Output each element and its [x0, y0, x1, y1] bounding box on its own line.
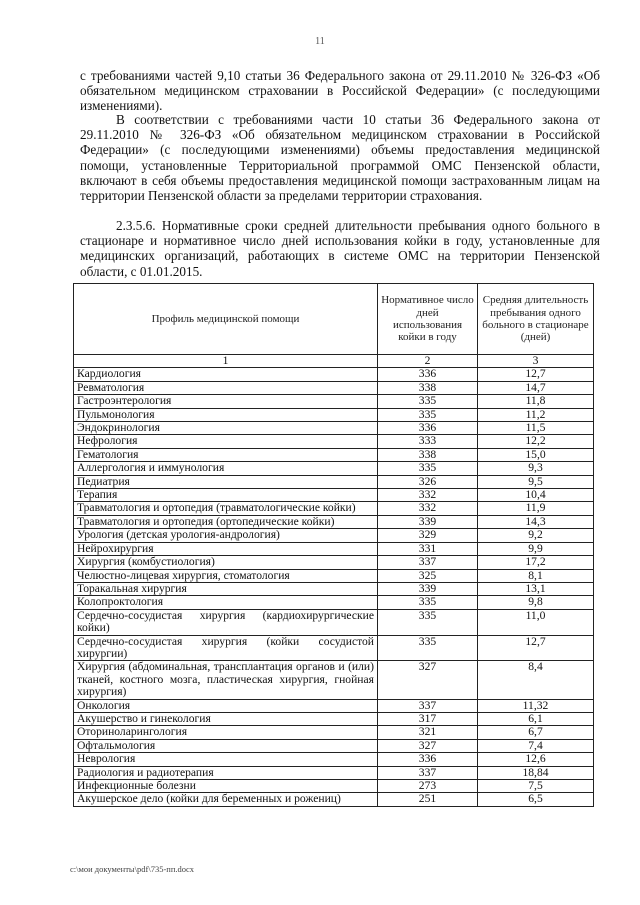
row-bed-days: 337 — [378, 699, 478, 712]
row-avg-stay: 17,2 — [478, 556, 594, 569]
table-row — [74, 596, 594, 609]
table-row — [74, 408, 594, 421]
norms-table — [73, 283, 594, 807]
row-avg-stay: 12,7 — [478, 635, 594, 661]
row-profile: Онкология — [74, 699, 378, 712]
row-bed-days: 327 — [378, 661, 478, 699]
table-header-row — [74, 284, 594, 355]
paragraph-1: с требованиями частей 9,10 статьи 36 Федерального закона от 29.11.2010 № 326-ФЗ «Об обязательном медицинском страховании в Российской Федерации» (с последующими изменениями). — [80, 68, 600, 114]
row-bed-days: 336 — [378, 753, 478, 766]
row-avg-stay: 11,9 — [478, 502, 594, 515]
table-row — [74, 726, 594, 739]
row-profile: Оториноларингология — [74, 726, 378, 739]
row-bed-days: 335 — [378, 596, 478, 609]
table-row — [74, 793, 594, 806]
table-row — [74, 712, 594, 725]
row-avg-stay: 7,4 — [478, 739, 594, 752]
row-profile: Акушерство и гинекология — [74, 712, 378, 725]
table-row — [74, 475, 594, 488]
row-avg-stay: 12,7 — [478, 368, 594, 381]
row-avg-stay: 11,32 — [478, 699, 594, 712]
row-bed-days: 329 — [378, 529, 478, 542]
row-avg-stay: 12,2 — [478, 435, 594, 448]
table-row — [74, 502, 594, 515]
row-bed-days: 273 — [378, 780, 478, 793]
table-row — [74, 661, 594, 699]
row-profile: Травматология и ортопедия (травматологические койки) — [74, 502, 378, 515]
row-bed-days: 336 — [378, 422, 478, 435]
column-number: 3 — [478, 355, 594, 368]
row-bed-days: 332 — [378, 489, 478, 502]
row-avg-stay: 12,6 — [478, 753, 594, 766]
header-bed-days: Нормативное число дней использования койки в году — [378, 284, 478, 355]
row-avg-stay: 9,9 — [478, 542, 594, 555]
row-bed-days: 337 — [378, 766, 478, 779]
table-row — [74, 529, 594, 542]
row-avg-stay: 9,2 — [478, 529, 594, 542]
row-bed-days: 336 — [378, 368, 478, 381]
page-number: 11 — [315, 36, 325, 47]
paragraph-2: В соответствии с требованиями части 10 статьи 36 Федерального закона от 29.11.2010 № 326-ФЗ «Об обязательном медицинском страховании в Российской Федерации» (с последующими изменениями) объемы предоставления медицинской помощи, установленные Территориальной программой ОМС Пензенской области, включают в себя объемы предоставления медицинской помощи застрахованным лицам на территории Пензенской области за пределами территории страхования. — [80, 112, 600, 204]
row-bed-days: 321 — [378, 726, 478, 739]
row-profile: Радиология и радиотерапия — [74, 766, 378, 779]
table-row — [74, 739, 594, 752]
row-bed-days: 327 — [378, 739, 478, 752]
row-bed-days: 339 — [378, 582, 478, 595]
row-avg-stay: 13,1 — [478, 582, 594, 595]
table-row — [74, 368, 594, 381]
row-bed-days: 331 — [378, 542, 478, 555]
column-numbers-row — [74, 355, 594, 368]
row-profile: Нейрохирургия — [74, 542, 378, 555]
row-bed-days: 251 — [378, 793, 478, 806]
row-profile: Урология (детская урология-андрология) — [74, 529, 378, 542]
row-bed-days: 335 — [378, 462, 478, 475]
row-profile: Ревматология — [74, 381, 378, 394]
row-profile: Гематология — [74, 448, 378, 461]
table-row — [74, 462, 594, 475]
row-bed-days: 337 — [378, 556, 478, 569]
row-avg-stay: 8,4 — [478, 661, 594, 699]
table-row — [74, 381, 594, 394]
table-row — [74, 569, 594, 582]
row-bed-days: 317 — [378, 712, 478, 725]
row-avg-stay: 11,5 — [478, 422, 594, 435]
row-bed-days: 326 — [378, 475, 478, 488]
row-profile: Педиатрия — [74, 475, 378, 488]
table-row — [74, 766, 594, 779]
row-profile: Хирургия (абдоминальная, трансплантация органов и (или) тканей, костного мозга, пластическая хирургия, гнойная хирургия) — [74, 661, 378, 699]
row-avg-stay: 6,5 — [478, 793, 594, 806]
table-row — [74, 435, 594, 448]
row-bed-days: 338 — [378, 448, 478, 461]
header-avg-stay: Средняя длительность пребывания одного больного в стационаре (дней) — [478, 284, 594, 355]
table-row — [74, 753, 594, 766]
table-row — [74, 556, 594, 569]
row-avg-stay: 10,4 — [478, 489, 594, 502]
row-profile: Терапия — [74, 489, 378, 502]
table-row — [74, 582, 594, 595]
row-avg-stay: 9,3 — [478, 462, 594, 475]
table-row — [74, 489, 594, 502]
table-row — [74, 515, 594, 528]
header-profile: Профиль медицинской помощи — [74, 284, 378, 355]
row-avg-stay: 18,84 — [478, 766, 594, 779]
row-bed-days: 335 — [378, 408, 478, 421]
row-profile: Пульмонология — [74, 408, 378, 421]
row-avg-stay: 9,5 — [478, 475, 594, 488]
table-row — [74, 542, 594, 555]
row-bed-days: 333 — [378, 435, 478, 448]
column-number: 2 — [378, 355, 478, 368]
row-avg-stay: 6,7 — [478, 726, 594, 739]
row-profile: Офтальмология — [74, 739, 378, 752]
table-row — [74, 422, 594, 435]
row-avg-stay: 14,7 — [478, 381, 594, 394]
row-profile: Челюстно-лицевая хирургия, стоматология — [74, 569, 378, 582]
row-profile: Нефрология — [74, 435, 378, 448]
row-profile: Эндокринология — [74, 422, 378, 435]
row-avg-stay: 8,1 — [478, 569, 594, 582]
row-bed-days: 332 — [378, 502, 478, 515]
row-bed-days: 325 — [378, 569, 478, 582]
row-profile: Аллергология и иммунология — [74, 462, 378, 475]
row-profile: Инфекционные болезни — [74, 780, 378, 793]
row-avg-stay: 6,1 — [478, 712, 594, 725]
row-profile: Кардиология — [74, 368, 378, 381]
row-avg-stay: 7,5 — [478, 780, 594, 793]
row-profile: Торакальная хирургия — [74, 582, 378, 595]
row-avg-stay: 11,2 — [478, 408, 594, 421]
table-row — [74, 635, 594, 661]
table-row — [74, 395, 594, 408]
table-row — [74, 699, 594, 712]
file-path-footer: c:\мои документы\pdf\735-пп.docx — [70, 864, 195, 874]
row-profile: Хирургия (комбустиология) — [74, 556, 378, 569]
row-avg-stay: 11,0 — [478, 609, 594, 635]
row-avg-stay: 9,8 — [478, 596, 594, 609]
row-profile: Сердечно-сосудистая хирургия (кардиохирургические койки) — [74, 609, 378, 635]
row-bed-days: 335 — [378, 635, 478, 661]
column-number: 1 — [74, 355, 378, 368]
row-profile: Травматология и ортопедия (ортопедические койки) — [74, 515, 378, 528]
row-avg-stay: 11,8 — [478, 395, 594, 408]
paragraph-3: 2.3.5.6. Нормативные сроки средней длительности пребывания одного больного в стационаре и нормативное число дней использования койки в году, установленные для медицинских организаций, работающих в системе ОМС на территории Пензенской области, с 01.01.2015. — [80, 218, 600, 279]
row-bed-days: 335 — [378, 609, 478, 635]
row-profile: Акушерское дело (койки для беременных и рожениц) — [74, 793, 378, 806]
row-avg-stay: 15,0 — [478, 448, 594, 461]
table-row — [74, 609, 594, 635]
row-profile: Колопроктология — [74, 596, 378, 609]
row-bed-days: 339 — [378, 515, 478, 528]
row-profile: Гастроэнтерология — [74, 395, 378, 408]
row-bed-days: 335 — [378, 395, 478, 408]
table-row — [74, 780, 594, 793]
table-row — [74, 448, 594, 461]
row-profile: Сердечно-сосудистая хирургия (койки сосудистой хирургии) — [74, 635, 378, 661]
row-avg-stay: 14,3 — [478, 515, 594, 528]
row-bed-days: 338 — [378, 381, 478, 394]
row-profile: Неврология — [74, 753, 378, 766]
